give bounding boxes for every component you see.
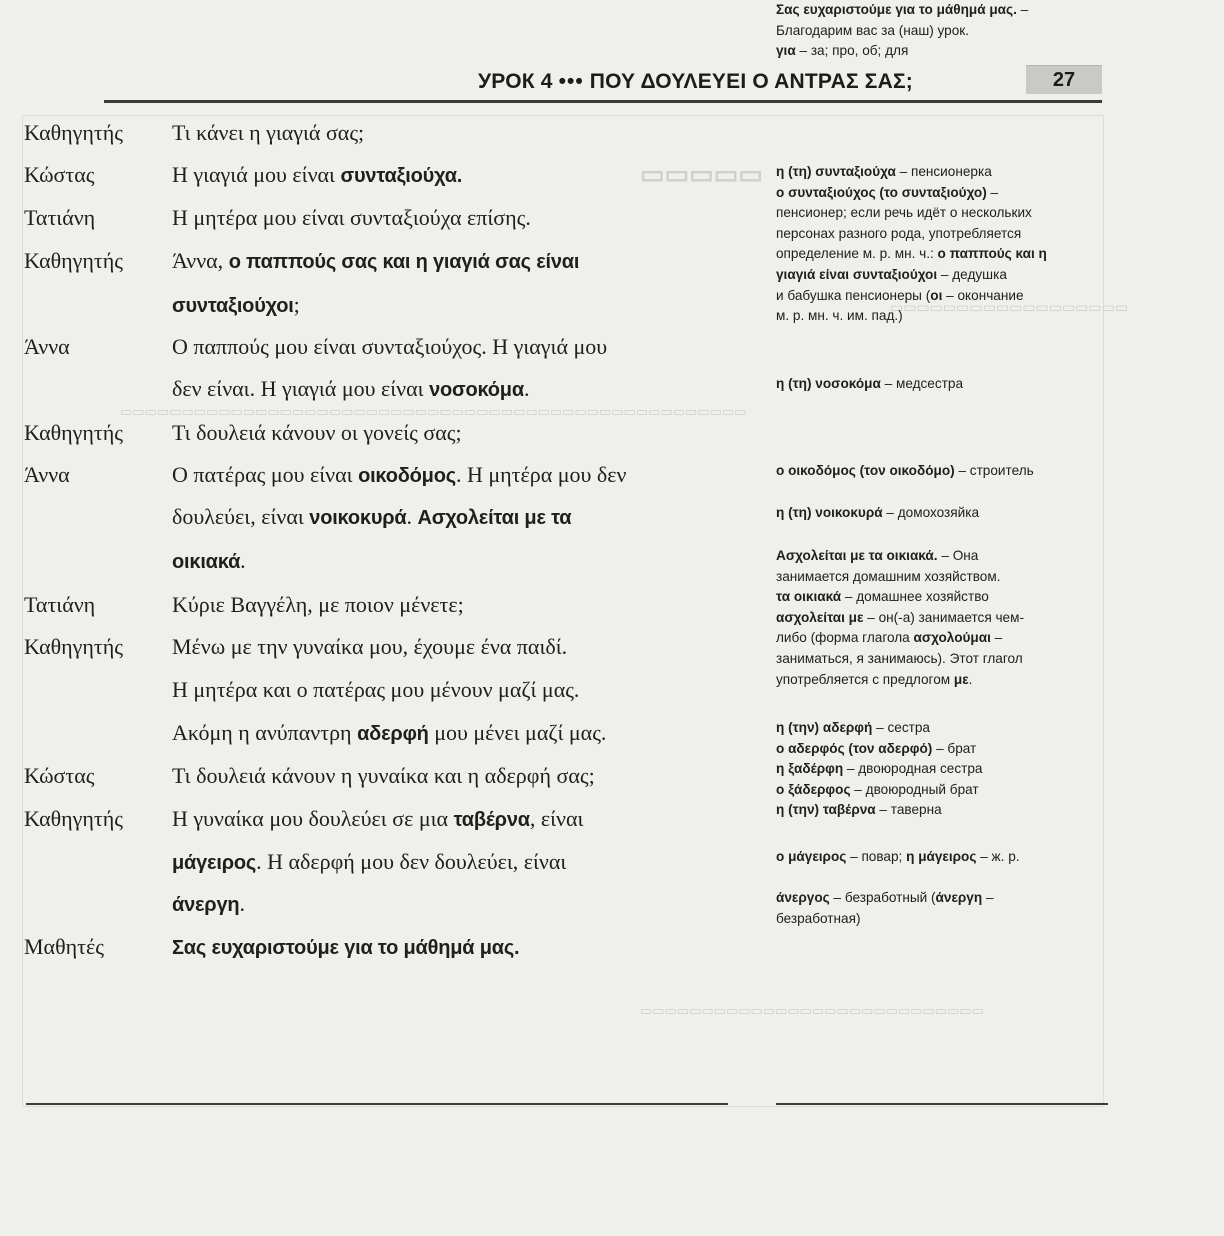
header-rule — [104, 100, 1102, 103]
glossary-translation: персонах разного рода, употребляется — [776, 225, 1022, 241]
glossary-line — [776, 718, 1106, 739]
speaker-name: Τατιάνη — [24, 205, 96, 230]
separator-dots: ••• — [558, 70, 584, 93]
utterance — [172, 120, 364, 146]
utterance — [172, 334, 607, 360]
glossary-translation: – двоюродная сестра — [843, 761, 983, 777]
speaker-name: Τατιάνη — [24, 592, 96, 617]
glossary-line — [776, 306, 1106, 327]
utterance — [172, 677, 579, 703]
glossary-translation: – — [982, 890, 994, 905]
utterance-text: Μένω με την γυναίκα μου, έχουμε ένα παιδί. — [172, 634, 568, 659]
vocab-term: συνταξιούχοι — [172, 295, 294, 317]
glossary-line — [776, 739, 1106, 760]
page-number: 27 — [1052, 69, 1076, 91]
glossary-term: με — [953, 671, 969, 687]
glossary-line — [776, 503, 1106, 524]
glossary-term: οι — [930, 287, 943, 303]
utterance-text: . — [240, 548, 246, 573]
glossary-entry — [776, 718, 1106, 821]
utterance — [172, 462, 626, 488]
glossary-term: άνεργος — [776, 890, 830, 905]
glossary-term: ο ξάδερφος — [776, 781, 851, 797]
glossary-entry — [776, 888, 1106, 929]
glossary-translation: – повар; — [846, 849, 907, 864]
glossary-translation: определение м. р. мн. ч.: — [776, 246, 938, 262]
speaker-name: Καθηγητής — [24, 806, 123, 831]
glossary-line — [776, 162, 1106, 183]
glossary-translation: – строитель — [954, 463, 1034, 478]
glossary-translation: – дедушка — [937, 266, 1007, 282]
utterance-text: Ο πατέρας μου είναι — [172, 462, 359, 487]
utterance-text: Τι δουλειά κάνουν οι γονείς σας; — [172, 420, 462, 445]
bottom-rule-left — [26, 1103, 728, 1105]
utterance — [172, 634, 567, 660]
vocab-term: οικιακά — [172, 551, 241, 573]
glossary-term: η (την) ταβέρνα — [776, 802, 876, 818]
glossary-term: Ασχολείται με τα οικιακά. — [776, 548, 938, 563]
lesson-label: УРОК 4 — [478, 70, 553, 93]
glossary-term: ασχολούμαι — [913, 630, 991, 646]
utterance-text: . — [523, 376, 530, 401]
glossary-translation: – сестра — [872, 720, 930, 735]
utterance-text: , είναι — [529, 806, 584, 831]
glossary-term: η (τη) νοσοκόμα — [776, 376, 881, 391]
glossary-line — [776, 224, 1106, 245]
glossary-line — [776, 759, 1106, 780]
glossary-line — [776, 628, 1106, 649]
glossary-term: ο συνταξιούχος (το συνταξιούχο) — [776, 184, 987, 200]
glossary-term: Σας ευχαριστούμε για το μάθημά μας. — [776, 2, 1017, 17]
running-head — [478, 70, 913, 94]
glossary-line — [776, 374, 1106, 395]
glossary-entry — [776, 546, 1106, 690]
glossary-translation: занимается домашним хозяйством. — [776, 568, 1001, 584]
glossary-line — [776, 546, 1106, 567]
utterance-text: Ο παππούς μου είναι συνταξιούχος. Η γιαγιά μου — [172, 334, 608, 359]
glossary-translation: – Она — [937, 548, 979, 563]
speaker-name: Καθηγητής — [24, 248, 123, 273]
glossary-term: ο παππούς και η — [937, 246, 1047, 262]
speaker-name: Κώστας — [24, 162, 95, 187]
glossary-translation: – за; про, об; для — [795, 43, 909, 59]
glossary-entry — [776, 0, 1106, 62]
speaker-name: Άννα — [24, 334, 70, 359]
glossary-translation: – двоюродный брат — [850, 781, 979, 797]
glossary-term: ο μάγειρος — [776, 849, 847, 864]
utterance-text: ; — [293, 292, 300, 317]
vocab-term: ταβέρνα — [453, 809, 530, 831]
speaker-name: Καθηγητής — [24, 120, 123, 145]
vocab-term: ο παππούς σας και η γιαγιά σας είναι — [228, 251, 580, 273]
glossary-translation: – домашнее хозяйство — [841, 589, 989, 605]
glossary-translation: – — [1016, 2, 1029, 17]
glossary-translation: . — [968, 671, 973, 687]
vocab-term: Ασχολείται με τα — [417, 507, 572, 529]
vocab-term: άνεργη — [172, 894, 240, 916]
utterance — [172, 934, 519, 960]
book-page: ▭▭▭▭▭ ▭▭▭▭▭▭▭▭▭▭▭▭▭▭▭▭▭▭ ▭▭▭▭▭▭▭▭▭▭▭▭▭▭▭▭▭▭▭▭▭▭▭▭▭▭▭▭▭▭▭▭▭▭▭▭▭▭▭▭▭▭▭▭▭▭▭▭▭▭▭ ▭▭▭▭▭▭▭▭▭▭▭▭▭▭▭▭▭▭▭▭▭▭▭▭▭▭▭▭ УРОК 4 ••• ΠΟΥ ΔΟΥΛΕΥΕΙ Ο ΑΝΤΡΑΣ ΣΑΣ; 27 Καθηγητής Τι κάνει η γιαγιά σας; Κώστας Η γιαγιά μου είναι συνταξιούχα. Τατιάνη Η μητέρα μου είναι συνταξιούχα επίσης. Καθηγητής Άννα, ο παππούς σας και η γιαγιά σας είναι συνταξιούχοι; Άννα Ο παππούς μου είναι συνταξιούχος. Η γιαγιά μου δεν είναι. Η γιαγιά μου είναι νοσοκόμα. Καθηγητής Τι δουλειά κάνουν οι γονείς σας; Άννα Ο πατέρας μου είναι οικοδόμος. Η μητέρα μου δεν δουλεύει, είναι νοικοκυρά. Ασχολείται με τα οικιακά. Τατιάνη Κύριε Βαγγέλη, με ποιον μένετε; Καθηγητής Μένω με την γυναίκα μου, έχουμε ένα παιδί. Η μητέρα και ο πατέρας μου μένουν μαζί μας. Ακόμη η ανύπαντρη αδερφή μου μένει μαζί μας. Κώστας Τι δουλειά κάνουν η γυναίκα και η αδερφή σας; Καθηγητής Η γυναίκα μου δουλεύει σε μια ταβέρνα, είναι μάγειρος. Η αδερφή μου δεν δουλεύει, είναι άνεργη. Μαθητές Σας ευχαριστούμε για το μάθημά μας. η (τη) συνταξιούχα – пенсионерка ο συνταξιούχος (το συνταξιούχο) – пенсионер; если речь идёт о нескольких персонах разного рода, употребляется определение м. р. мн. ч.: ο παππούς και η γιαγιά είναι συνταξιούχοι – дедушка и бабушка пенсионеры (οι – окончание м. р. мн. ч. им. пад.) η (τη) νοσοκόμα – медсестра ο οικοδόμος (τον οικοδόμο) – строитель η (τη) νοικοκυρά – домохозяйка Ασχολείται με τα οικιακά. – Она занимается домашним хозяйством. τα οικιακά – домашнее хозяйство ασχολείται με – он(-а) занимается чем- либо (форма глагола ασχολούμαι – заниматься, я занимаюсь). Этот глагол употребляется с предлогом με. η (την) αδερφή – сестра ο αδερφός (τον αδερφό) – брат η ξαδέρφη – двоюродная сестра ο ξάδερφος – двоюродный брат η (την) ταβέρνα – таверна ο μάγειρος – повар; η μάγειρος – ж. р. άνεργος – безработный (άνεργη – безработная) Σας ευχαριστούμε για το μάθημά μας. – Благодарим вас за (наш) урок. για – за; про, об; для — [0, 0, 1224, 1236]
glossary-term: τα οικιακά — [776, 589, 842, 605]
utterance-text: Ακόμη η ανύπαντρη — [172, 720, 358, 745]
glossary-translation: заниматься, я занимаюсь). Этот глагол — [776, 650, 1023, 666]
glossary-entry — [776, 162, 1106, 327]
glossary-line — [776, 909, 1106, 930]
glossary-translation: – таверна — [875, 802, 942, 818]
glossary-translation: – домохозяйка — [882, 505, 980, 520]
glossary-translation: – ж. р. — [976, 849, 1020, 864]
utterance-text: Η γιαγιά μου είναι — [172, 162, 341, 187]
vocab-term: νοικοκυρά — [309, 507, 407, 529]
utterance — [172, 504, 571, 530]
glossary-line — [776, 21, 1106, 42]
utterance — [172, 548, 246, 574]
utterance — [172, 592, 464, 618]
glossary-term: άνεργη — [935, 890, 983, 905]
glossary-line — [776, 800, 1106, 821]
utterance-text: Η μητέρα μου είναι συνταξιούχα επίσης. — [172, 205, 531, 230]
utterance-text: . — [406, 504, 418, 529]
speaker-name: Καθηγητής — [24, 634, 123, 659]
glossary-line — [776, 286, 1106, 307]
glossary-translation: – безработный ( — [829, 890, 936, 905]
glossary-term: η μάγειρος — [906, 849, 977, 864]
speaker-name: Καθηγητής — [24, 420, 123, 445]
utterance — [172, 806, 583, 832]
glossary-translation: и бабушка пенсионеры ( — [776, 287, 931, 303]
glossary-translation: – окончание — [942, 287, 1024, 303]
glossary-translation: – брат — [932, 740, 977, 756]
utterance — [172, 891, 245, 917]
glossary-line — [776, 183, 1106, 204]
utterance-text: Η γυναίκα μου δουλεύει σε μια — [172, 806, 454, 831]
glossary-entry — [776, 503, 1106, 524]
glossary-translation: безработная) — [776, 910, 861, 926]
glossary-line — [776, 649, 1106, 670]
glossary-term: ο αδερφός (τον αδερφό) — [776, 740, 933, 756]
speaker-name: Μαθητές — [24, 934, 104, 959]
glossary-line — [776, 567, 1106, 588]
utterance-text: Τι κάνει η γιαγιά σας; — [172, 120, 365, 145]
glossary-line — [776, 203, 1106, 224]
vocab-term: αδερφή — [357, 723, 429, 745]
glossary-line — [776, 888, 1106, 909]
glossary-line — [776, 670, 1106, 691]
glossary-term: η (τη) συνταξιούχα — [776, 164, 896, 179]
glossary-term: η (την) αδερφή — [776, 720, 873, 735]
vocab-term: μάγειρος — [172, 852, 257, 874]
utterance-text: Η μητέρα και ο πατέρας μου μένουν μαζί μας. — [172, 677, 580, 702]
vocab-term: Σας ευχαριστούμε για το μάθημά μας. — [172, 937, 520, 959]
utterance — [172, 205, 531, 231]
glossary-term: για — [776, 43, 796, 59]
glossary-line — [776, 780, 1106, 801]
utterance — [172, 763, 595, 789]
glossary-term: ασχολείται με — [776, 609, 864, 625]
glossary-translation: – медсестра — [880, 376, 964, 391]
glossary-line — [776, 0, 1106, 21]
glossary-term: ο οικοδόμος (τον οικοδόμο) — [776, 463, 955, 478]
utterance — [172, 292, 300, 318]
glossary-entry — [776, 374, 1106, 395]
glossary-term: η (τη) νοικοκυρά — [776, 505, 883, 520]
utterance-text: . — [239, 891, 245, 916]
lesson-title: ΠΟΥ ΔΟΥΛΕΥΕΙ Ο ΑΝΤΡΑΣ ΣΑΣ; — [589, 70, 913, 93]
utterance — [172, 720, 606, 746]
bottom-rule-right — [776, 1103, 1108, 1105]
glossary-translation: – он(-а) занимается чем- — [863, 609, 1024, 625]
glossary-entry — [776, 847, 1106, 868]
utterance-text: Κύριε Βαγγέλη, με ποιον μένετε; — [172, 592, 464, 617]
utterance — [172, 376, 529, 402]
speaker-name: Άννα — [24, 462, 70, 487]
page-number-box — [1026, 65, 1102, 94]
glossary-translation: – пенсионерка — [895, 164, 992, 179]
glossary-line — [776, 265, 1106, 286]
speaker-name: Κώστας — [24, 763, 95, 788]
vocab-term: συνταξιούχα. — [340, 165, 463, 187]
utterance-text: δεν είναι. Η γιαγιά μου είναι — [172, 376, 430, 401]
glossary-line — [776, 847, 1106, 868]
utterance-text: . Η αδερφή μου δεν δουλεύει, είναι — [256, 849, 567, 874]
glossary-line — [776, 587, 1106, 608]
glossary-translation: пенсионер; если речь идёт о нескольких — [776, 205, 1032, 221]
glossary-line — [776, 461, 1106, 482]
glossary-translation: м. р. мн. ч. им. пад.) — [776, 308, 903, 324]
utterance-text: μου μένει μαζί μας. — [428, 720, 607, 745]
glossary-translation: Благодарим вас за (наш) урок. — [776, 22, 970, 38]
utterance — [172, 849, 566, 875]
vocab-term: νοσοκόμα — [429, 379, 524, 401]
glossary-translation: либо (форма глагола — [776, 630, 914, 646]
vocab-term: οικοδόμος — [358, 465, 456, 487]
glossary-line — [776, 244, 1106, 265]
glossary-translation: употребляется с предлогом — [776, 671, 954, 687]
glossary-line — [776, 41, 1106, 62]
utterance-text: Τι δουλειά κάνουν η γυναίκα και η αδερφή σας; — [172, 763, 595, 788]
utterance-text: Άννα, — [172, 248, 229, 273]
utterance — [172, 248, 579, 274]
glossary-term: η ξαδέρφη — [776, 761, 844, 777]
utterance — [172, 420, 462, 446]
utterance-text: . Η μητέρα μου δεν — [455, 462, 627, 487]
glossary-line — [776, 608, 1106, 629]
utterance — [172, 162, 462, 188]
glossary-term: γιαγιά είναι συνταξιούχοι — [776, 266, 938, 282]
glossary-translation: – — [990, 630, 1003, 646]
glossary-entry — [776, 461, 1106, 482]
utterance-text: δουλεύει, είναι — [172, 504, 310, 529]
glossary-translation: – — [986, 184, 999, 200]
